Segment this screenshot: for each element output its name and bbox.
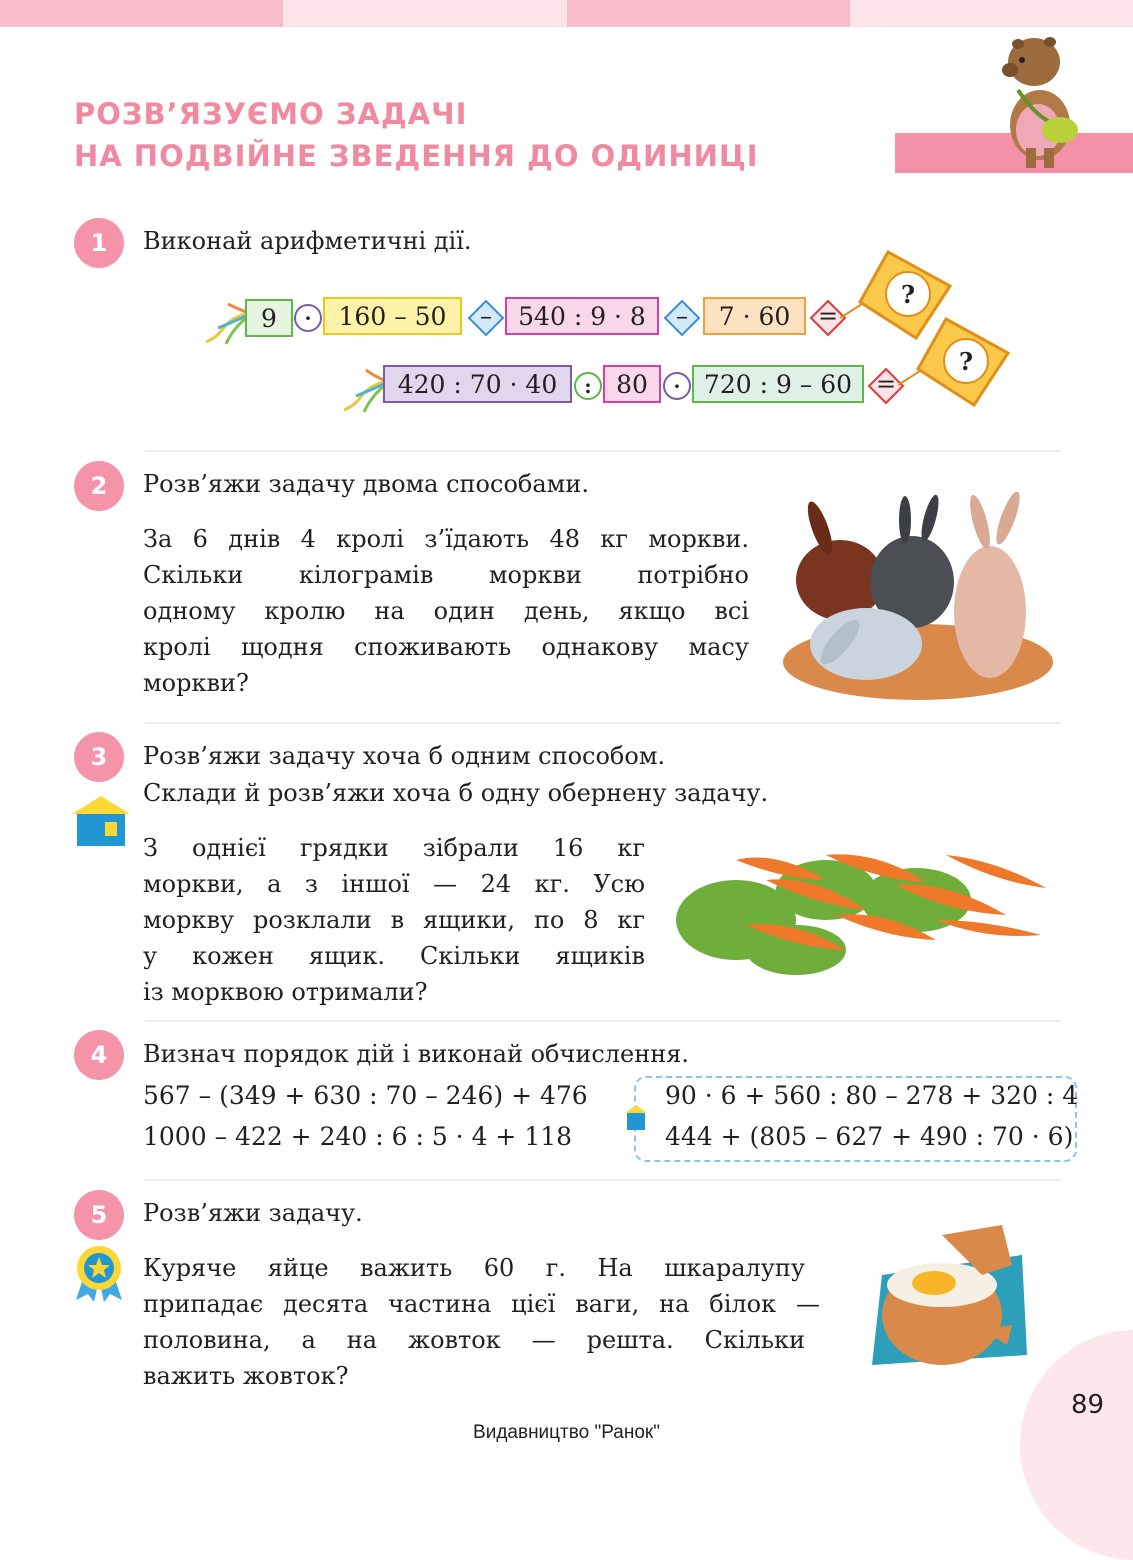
text-line: із морквою отримали? — [143, 978, 428, 1006]
kite-question-mark: ? — [900, 280, 916, 309]
house-icon — [624, 1104, 648, 1132]
text-line: половина, а на жовток — решта. Скільки — [143, 1326, 805, 1354]
expression-box: 420 : 70 · 40 — [383, 365, 572, 403]
kite-tail-ribbon-icon — [340, 366, 386, 414]
top-bar-segment — [850, 0, 1133, 27]
operator-diamond-label: – — [676, 302, 688, 330]
text-line: За 6 днів 4 кролі з’їдають 48 кг моркви. — [143, 525, 749, 553]
text-line: моркви? — [143, 669, 249, 697]
section-divider — [145, 450, 1061, 452]
operator-circle: · — [663, 372, 691, 400]
expression-box: 160 – 50 — [323, 297, 462, 335]
capybara-mascot-illustration — [998, 30, 1083, 170]
text-line: Скільки кілограмів моркви потрібно — [143, 561, 749, 589]
house-icon — [70, 794, 132, 848]
section-divider — [145, 1020, 1061, 1022]
task3-instruction-1: Розв’яжи задачу хоча б одним способом. — [143, 742, 666, 770]
expression-box: 720 : 9 – 60 — [692, 365, 864, 403]
text-line: кролі щодня споживають однакову масу — [143, 633, 749, 661]
text-line: важить жовток? — [143, 1362, 349, 1390]
text-line: одному кролю на один день, якщо всі — [143, 597, 749, 625]
task2-problem-text — [143, 521, 749, 701]
expression-box: 80 — [603, 365, 661, 403]
task4-expression: 444 + (805 – 627 + 490 : 70 · 6) — [665, 1122, 1074, 1151]
task-number-badge: 1 — [74, 218, 124, 268]
top-bar-segment — [283, 0, 567, 27]
text-line: припадає десята частина цієї ваги, на білок — — [143, 1290, 820, 1318]
star-medal-icon — [72, 1244, 126, 1302]
operator-circle: · — [294, 304, 322, 332]
task3-instruction-2: Склади й розв’яжи хоча б одну обернену задачу. — [143, 779, 769, 807]
page-number: 89 — [1071, 1390, 1105, 1420]
section-divider — [145, 1179, 1061, 1181]
top-bar-segment — [0, 0, 283, 27]
expression-box: 7 · 60 — [703, 297, 806, 335]
broken-egg-illustration — [862, 1215, 1032, 1375]
task-number-badge: 3 — [74, 732, 124, 782]
page-corner-decoration — [1020, 1330, 1133, 1560]
task3-problem-text — [143, 830, 645, 1010]
section-divider — [145, 722, 1061, 724]
operator-diamond-label: = — [817, 302, 839, 330]
task5-instruction: Розв’яжи задачу. — [143, 1199, 363, 1227]
task5-problem-text — [143, 1250, 820, 1394]
expression-box: 9 — [245, 299, 293, 337]
task-number-badge: 5 — [74, 1190, 124, 1240]
text-line: Куряче яйце важить 60 г. На шкаралупу — [143, 1254, 805, 1282]
rabbits-illustration — [780, 492, 1055, 702]
task4-expression: 1000 – 422 + 240 : 6 : 5 · 4 + 118 — [143, 1122, 573, 1151]
top-bar-segment — [567, 0, 850, 27]
carrots-illustration — [676, 840, 1056, 980]
kite-question-mark: ? — [958, 347, 974, 376]
task4-instruction: Визнач порядок дій і виконай обчислення. — [143, 1040, 690, 1068]
operator-diamond-label: – — [480, 302, 492, 330]
kite-tail-ribbon-icon — [202, 300, 248, 346]
expression-box: 540 : 9 · 8 — [505, 297, 659, 335]
task-number-badge: 2 — [74, 461, 124, 511]
task2-instruction: Розв’яжи задачу двома способами. — [143, 470, 589, 498]
text-line: З однієї грядки зібрали 16 кг — [143, 834, 645, 862]
task4-expression: 567 – (349 + 630 : 70 – 246) + 476 — [143, 1081, 588, 1110]
publisher-footer: Видавництво "Ранок" — [473, 1422, 660, 1443]
task-number-badge: 4 — [74, 1030, 124, 1080]
text-line: моркви, а з іншої — 24 кг. Усю — [143, 870, 645, 898]
page-title-line1: РОЗВ’ЯЗУЄМО ЗАДАЧІ — [74, 97, 468, 131]
text-line: моркву розклали в ящики, по 8 кг — [143, 906, 645, 934]
operator-diamond-label: = — [875, 370, 897, 398]
page-title-line2: НА ПОДВІЙНЕ ЗВЕДЕННЯ ДО ОДИНИЦІ — [74, 139, 759, 173]
task4-expression: 90 · 6 + 560 : 80 – 278 + 320 : 4 — [665, 1081, 1079, 1110]
operator-circle: : — [574, 372, 602, 400]
task1-instruction: Виконай арифметичні дії. — [143, 227, 472, 255]
text-line: у кожен ящик. Скільки ящиків — [143, 942, 645, 970]
